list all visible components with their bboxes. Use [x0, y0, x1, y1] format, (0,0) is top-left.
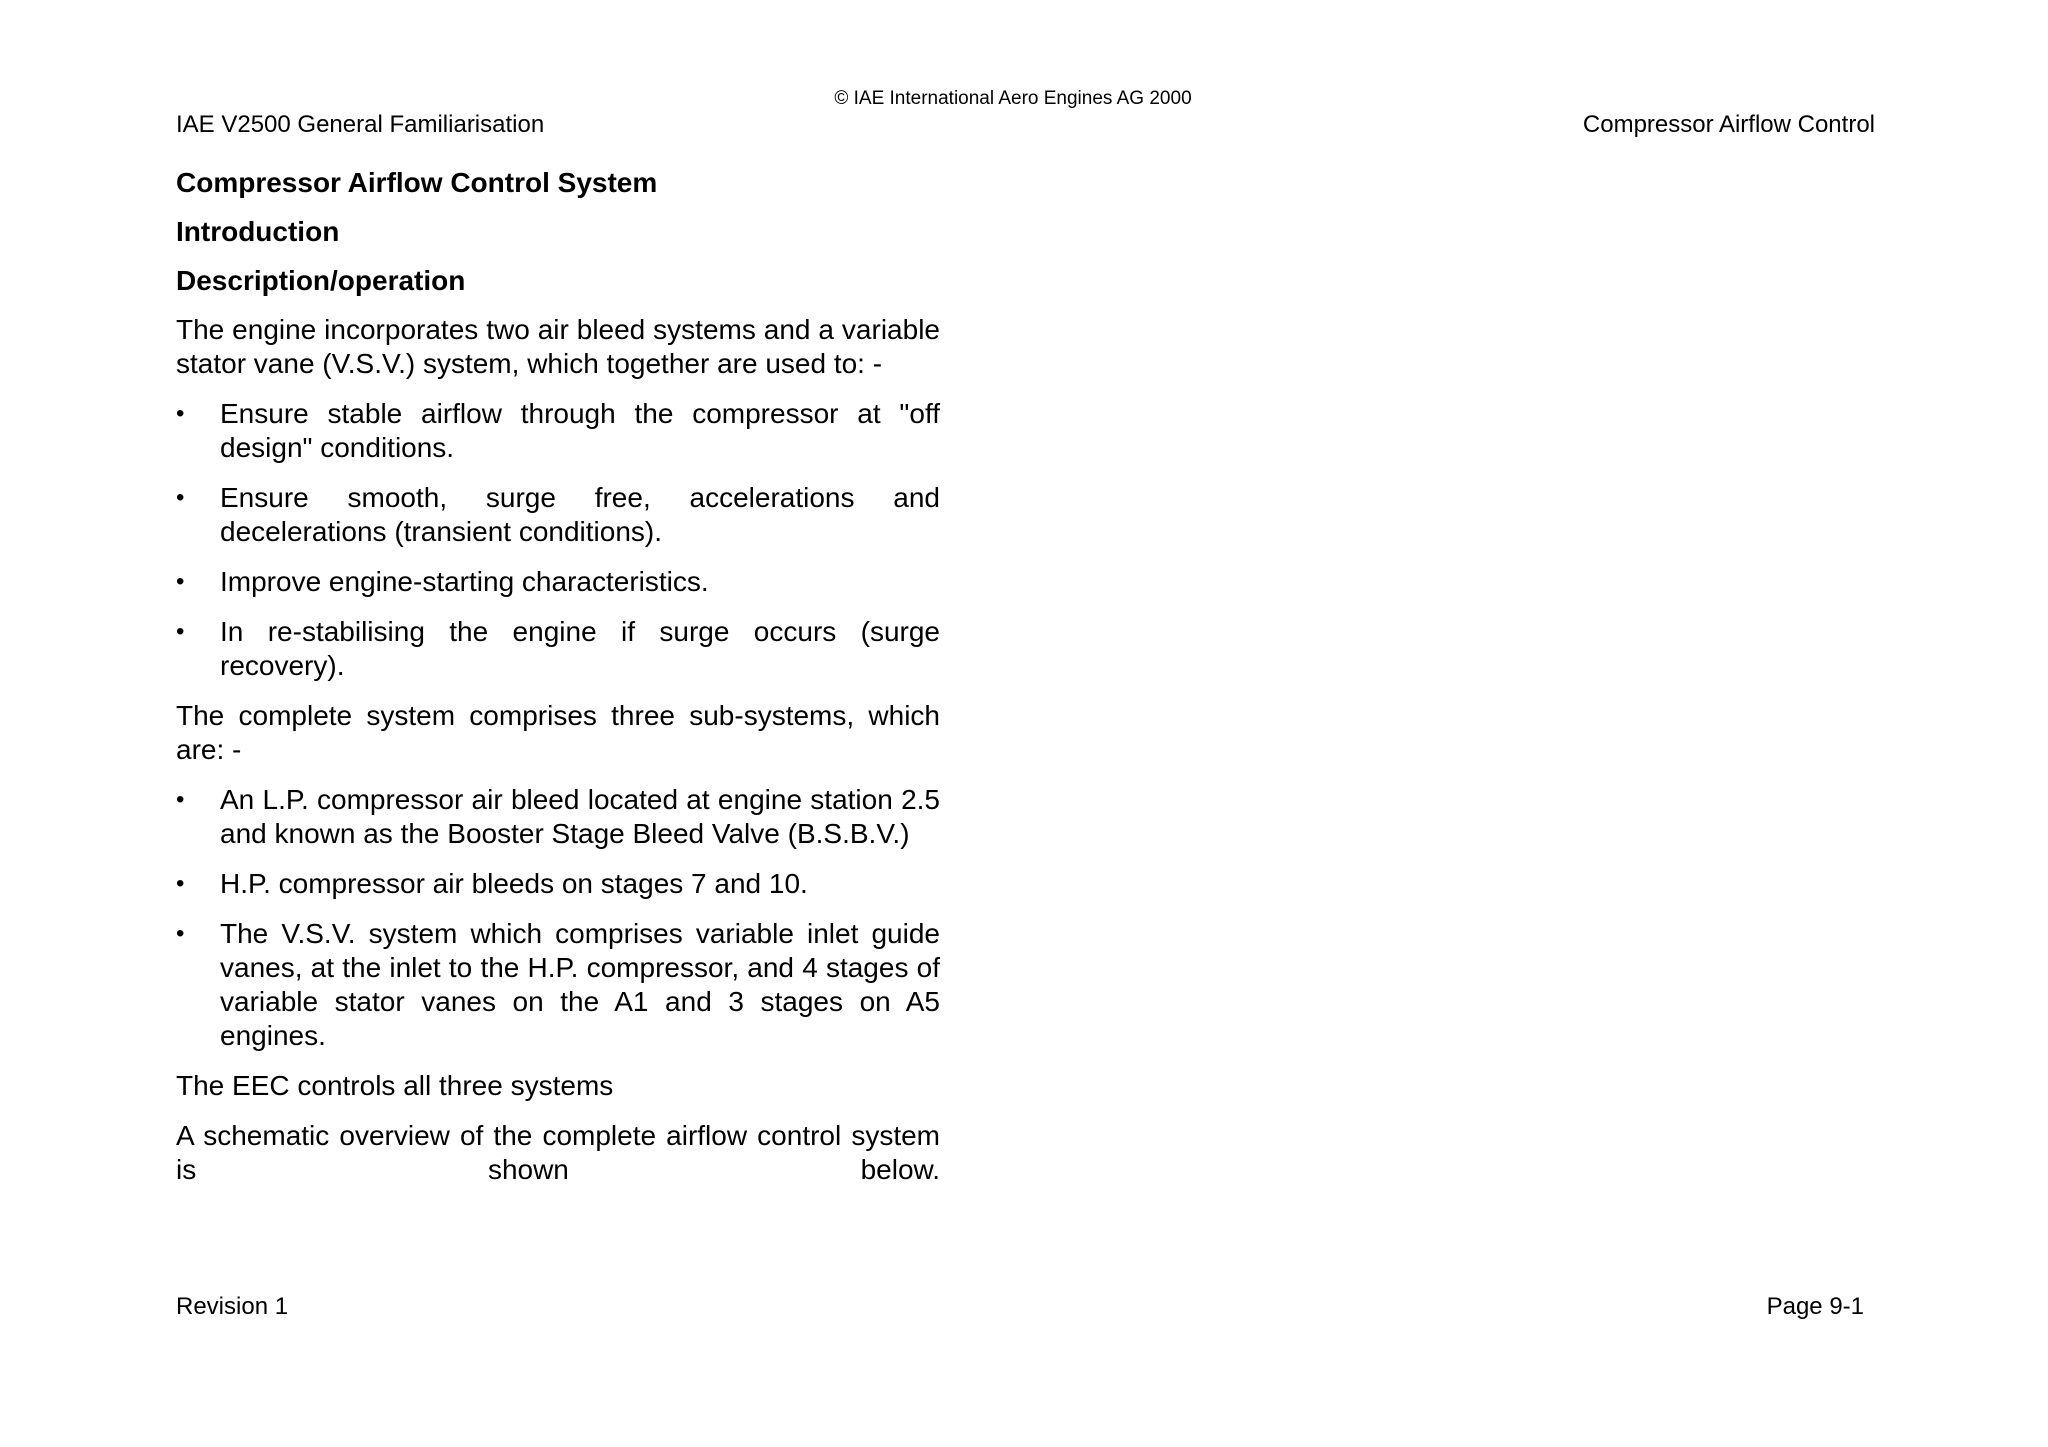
schematic-paragraph: A schematic overview of the complete airflow control system is shown below.: [176, 1120, 940, 1185]
list-item-text: An L.P. compressor air bleed located at engine station 2.5 and known as the Booster Stage Bleed Valve (B.S.B.V.): [220, 784, 940, 849]
list-item: [176, 783, 940, 851]
section-title: Compressor Airflow Control System: [176, 167, 658, 198]
bullet-icon: •: [176, 870, 185, 897]
subsystems-list: [176, 783, 940, 1053]
bullet-icon: •: [176, 618, 185, 645]
bullet-icon: •: [176, 786, 185, 813]
intro-paragraph: The engine incorporates two air bleed systems and a variable stator vane (V.S.V.) system, which together are used to: -: [176, 314, 940, 379]
subsection-introduction: Introduction: [176, 216, 340, 247]
header-chapter-title: Compressor Airflow Control: [1582, 111, 1875, 138]
list-item: [176, 867, 940, 901]
subsection-description: Description/operation: [176, 265, 466, 296]
page-body: [176, 166, 940, 1203]
list-item: [176, 615, 940, 683]
footer-page-number: Page 9-1: [1766, 1293, 1864, 1320]
copyright-notice: © IAE International Aero Engines AG 2000: [834, 88, 1192, 109]
bullet-icon: •: [176, 400, 185, 427]
bullet-icon: •: [176, 568, 185, 595]
list-item-text: Improve engine-starting characteristics.: [220, 566, 709, 597]
list-item: [176, 481, 940, 549]
subsystems-paragraph: The complete system comprises three sub-systems, which are: -: [176, 700, 940, 765]
list-item-text: H.P. compressor air bleeds on stages 7 and 10.: [220, 868, 808, 899]
purpose-list: [176, 397, 940, 683]
eec-paragraph: The EEC controls all three systems: [176, 1070, 614, 1101]
list-item: [176, 917, 940, 1053]
header-document-title: IAE V2500 General Familiarisation: [176, 111, 545, 138]
bullet-icon: •: [176, 484, 185, 511]
list-item-text: In re-stabilising the engine if surge occurs (surge recovery).: [220, 616, 940, 681]
list-item-text: Ensure stable airflow through the compressor at "off design" conditions.: [220, 398, 940, 463]
list-item: [176, 397, 940, 465]
footer-revision: Revision 1: [176, 1293, 289, 1320]
list-item-text: Ensure smooth, surge free, accelerations and decelerations (transient conditions).: [220, 482, 940, 547]
list-item-text: The V.S.V. system which comprises variable inlet guide vanes, at the inlet to the H.P. compressor, and 4 stages of variable stator vanes on the A1 and 3 stages on A5 engines.: [220, 918, 940, 1051]
bullet-icon: •: [176, 920, 185, 947]
list-item: [176, 565, 940, 599]
